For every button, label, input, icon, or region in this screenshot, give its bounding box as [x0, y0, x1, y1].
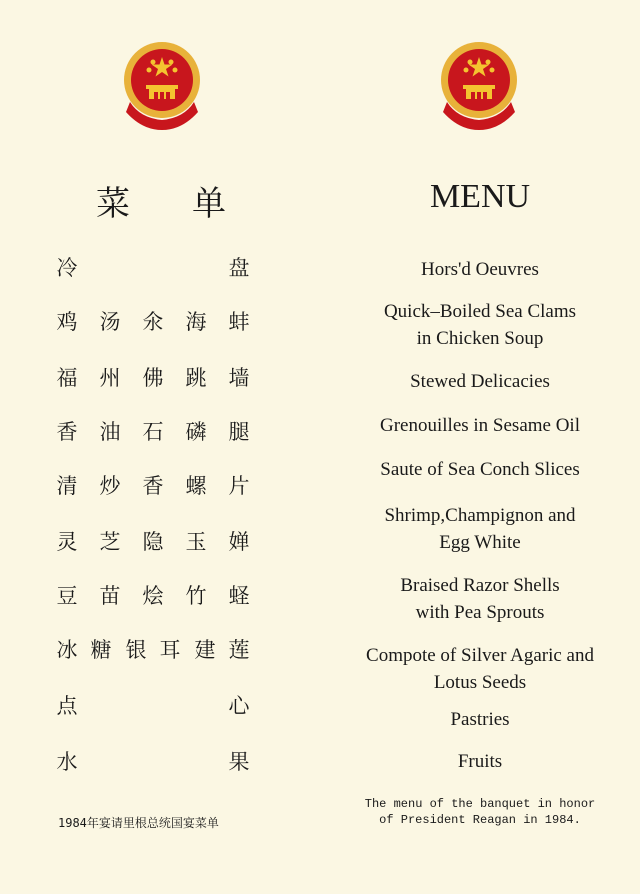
en-menu-line: Grenouilles in Sesame Oil [380, 415, 580, 436]
zh-menu-char: 跳 [185, 366, 207, 390]
zh-menu-char: 烩 [142, 584, 164, 608]
zh-menu-char: 螺 [185, 474, 207, 498]
en-menu-item [340, 642, 620, 696]
zh-menu-char: 氽 [142, 310, 164, 334]
en-menu-line: Braised Razor Shells [400, 575, 560, 596]
en-menu-line: Shrimp,Champignon and [384, 505, 576, 526]
en-menu-line: Hors'd Oeuvres [421, 259, 539, 280]
zh-menu-char: 水 [56, 750, 78, 774]
zh-title-char: 单 [192, 184, 226, 224]
zh-menu-char: 灵 [56, 530, 78, 554]
zh-menu-char: 苗 [99, 584, 121, 608]
en-menu-item [340, 456, 620, 483]
zh-menu-char: 福 [56, 366, 78, 390]
zh-menu-char: 耳 [159, 638, 181, 662]
en-menu-item [340, 368, 620, 395]
en-menu-item [340, 572, 620, 626]
zh-menu-char: 蚌 [228, 310, 250, 334]
en-menu-line: Egg White [439, 532, 521, 553]
zh-menu-row [52, 580, 262, 610]
national-emblem-icon [120, 40, 204, 132]
zh-menu-char: 磷 [185, 420, 207, 444]
zh-menu-row [52, 526, 262, 556]
en-menu-item [340, 502, 620, 556]
zh-menu-row [52, 306, 262, 336]
en-menu-line: Pastries [450, 709, 510, 730]
zh-menu-char: 腿 [228, 420, 250, 444]
zh-menu-char: 清 [56, 474, 78, 498]
zh-menu-char: 糖 [90, 638, 112, 662]
en-menu-item [340, 412, 620, 439]
en-menu-line: Quick–Boiled Sea Clams [383, 301, 577, 322]
en-menu-line: in Chicken Soup [416, 328, 544, 349]
zh-menu-row [52, 690, 262, 720]
zh-menu-char: 油 [99, 420, 121, 444]
zh-menu-char: 盘 [228, 256, 250, 280]
zh-menu-char: 芝 [99, 530, 121, 554]
zh-menu-char: 玉 [185, 530, 207, 554]
en-menu-line: Stewed Delicacies [410, 371, 550, 392]
zh-menu-char: 海 [185, 310, 207, 334]
zh-menu-char: 香 [56, 420, 78, 444]
en-menu-item [340, 298, 620, 352]
zh-menu-char: 冷 [56, 256, 78, 280]
zh-menu-row [52, 470, 262, 500]
zh-menu-char: 隐 [142, 530, 164, 554]
zh-menu-char: 香 [142, 474, 164, 498]
zh-title-char: 菜 [96, 184, 130, 224]
zh-menu-char: 汤 [99, 310, 121, 334]
zh-menu-char: 炒 [99, 474, 121, 498]
zh-menu-row [52, 362, 262, 392]
en-menu-line: Fruits [457, 751, 503, 772]
zh-menu-char: 婵 [228, 530, 250, 554]
zh-menu-char: 莲 [228, 638, 250, 662]
zh-menu-char: 建 [194, 638, 216, 662]
zh-menu-char: 果 [228, 750, 250, 774]
en-menu-line: with Pea Sprouts [415, 602, 545, 623]
en-menu-line: Lotus Seeds [433, 672, 527, 693]
zh-menu-char: 心 [228, 694, 250, 718]
zh-menu-char: 点 [56, 694, 78, 718]
zh-menu-char: 石 [142, 420, 164, 444]
en-menu-title: MENU [429, 178, 531, 215]
en-caption [340, 796, 620, 828]
zh-menu-char: 墙 [228, 366, 250, 390]
zh-caption: 1984年宴请里根总统国宴菜单 [58, 816, 219, 830]
zh-menu-row [52, 634, 262, 664]
zh-menu-char: 豆 [56, 584, 78, 608]
zh-menu-char: 银 [125, 638, 147, 662]
zh-menu-char: 蛏 [228, 584, 250, 608]
en-menu-item [340, 256, 620, 283]
zh-menu-title [96, 176, 226, 225]
en-menu-item [340, 748, 620, 775]
zh-menu-char: 佛 [142, 366, 164, 390]
zh-menu-row [52, 416, 262, 446]
en-menu-line: Compote of Silver Agaric and [366, 645, 594, 666]
en-caption-line: of President Reagan in 1984. [379, 813, 581, 827]
en-menu-line: Saute of Sea Conch Slices [380, 459, 580, 480]
zh-menu-char: 州 [99, 366, 121, 390]
zh-menu-char: 冰 [56, 638, 78, 662]
zh-menu-char: 鸡 [56, 310, 78, 334]
en-caption-line: The menu of the banquet in honor [364, 797, 596, 811]
national-emblem-icon [437, 40, 521, 132]
zh-menu-row [52, 746, 262, 776]
zh-menu-row [52, 252, 262, 282]
zh-menu-char: 片 [228, 474, 250, 498]
en-menu-item [340, 706, 620, 733]
zh-menu-char: 竹 [185, 584, 207, 608]
